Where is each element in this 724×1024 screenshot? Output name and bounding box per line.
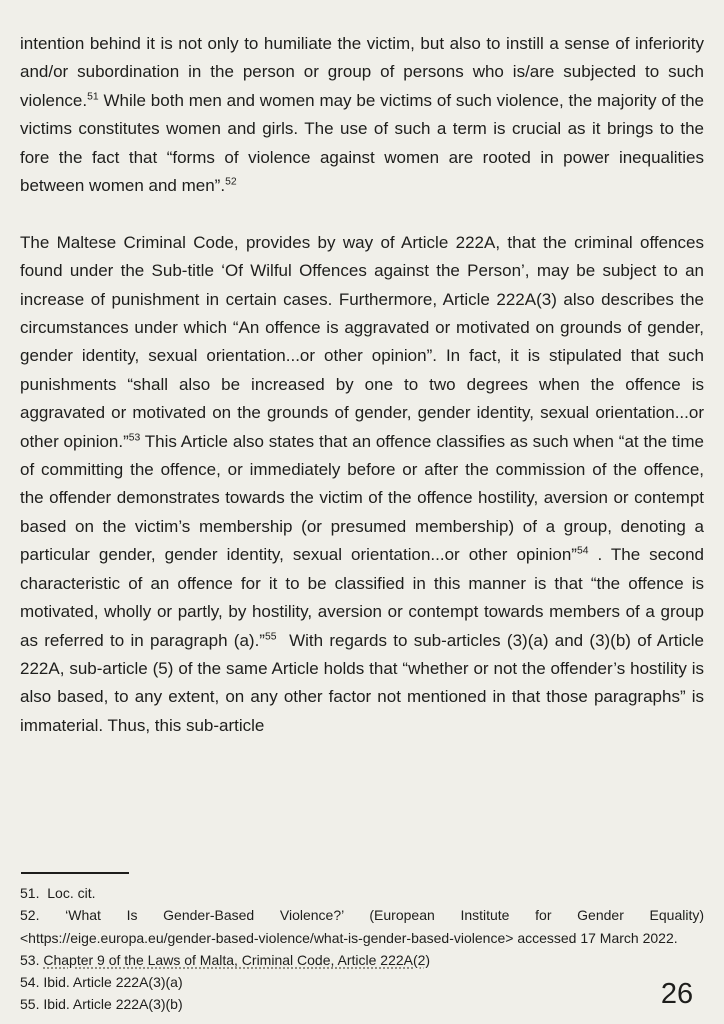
page-number: 26 [660, 978, 694, 1010]
footnote [20, 971, 704, 993]
footnote-marker: 53 [128, 432, 141, 444]
footnote-block [20, 872, 704, 1016]
text-run: The Maltese Criminal Code, provides by way of Article 222A, that the criminal offences found under the Sub-title ‘Of Wilful Offences against the Person’, may be subject to an increase of punishment in certain cases. Furthermore, Article 222A(3) also describes the circumstances under which “An offence is aggravated or motivated on grounds of gender, gender identity, sexual orientation...or other opinion”. In fact, it is stipulated that such punishments “shall also be increased by one to two degrees when the offence is aggravated or motivated on the grounds of gender, gender identity, sexual orientation...or other opinion.” [20, 232, 704, 451]
footnote-marker: 51 [87, 91, 99, 103]
text-run: 54. Ibid. Article 222A(3)(a) [20, 974, 183, 991]
text-run: 52. ‘What Is Gender-Based Violence?’ (European Institute for Gender Equality) <https://eige.europa.eu/gender-based-violence/what-is-gender-based-violence> accessed 17 March 2022. [20, 907, 704, 946]
text-run: While both men and women may be victims of such violence, the majority of the victims constitutes women and girls. The use of such a term is crucial as it brings to the fore the fact that “forms of violence against women are rooted in power inequalities between women and men”. [20, 90, 704, 196]
text-run: 51. Loc. cit. [20, 885, 96, 901]
body-text [20, 30, 704, 858]
footnote-marker: 52 [225, 176, 237, 188]
text-run: This Article also states that an offence classifies as such when “at the time of committing the offence, or immediately before or after the commission of the offence, the offender demonstrates towards the victim of the offence hostility, aversion or contempt based on the victim’s membership (or presumed membership) of a group, denoting a particular gender, gender identity, sexual orientation...or other opinion” [20, 431, 704, 565]
body-paragraph [20, 229, 704, 740]
text-run: intention behind it is not only to humiliate the victim, but also to instill a sense of inferiority and/or subordination in the person or group of persons who is/are subjected to such violence. [20, 34, 704, 110]
text-run: . The second characteristic of an offence for it to be classified in this manner is that “the offence is motivated, wholly or partly, by hostility, aversion or contempt towards members of a group as referred to in paragraph (a).” [20, 545, 704, 650]
footnote-marker: 55 [264, 630, 277, 642]
body-paragraph [20, 30, 704, 200]
footnote [20, 993, 704, 1015]
footnote [20, 949, 704, 971]
footnote-marker: 54 [576, 545, 589, 557]
text-run: With regards to sub-articles (3)(a) and (3)(b) of Article 222A, sub-article (5) of the same Article holds that “whether or not the offender’s hostility is also based, to any extent, on any other factor not mentioned in that those paragraphs” is immaterial. Thus, this sub-article [20, 630, 704, 735]
footnote-separator [21, 872, 129, 874]
footnote [20, 882, 704, 904]
footnote [20, 904, 704, 949]
text-run: 55. Ibid. Article 222A(3)(b) [20, 996, 183, 1013]
footnotes [20, 882, 704, 1016]
underlined-text-run: Chapter 9 of the Laws of Malta, Criminal Code, Article 222A(2) [43, 951, 431, 968]
text-run: 53. [20, 951, 44, 968]
